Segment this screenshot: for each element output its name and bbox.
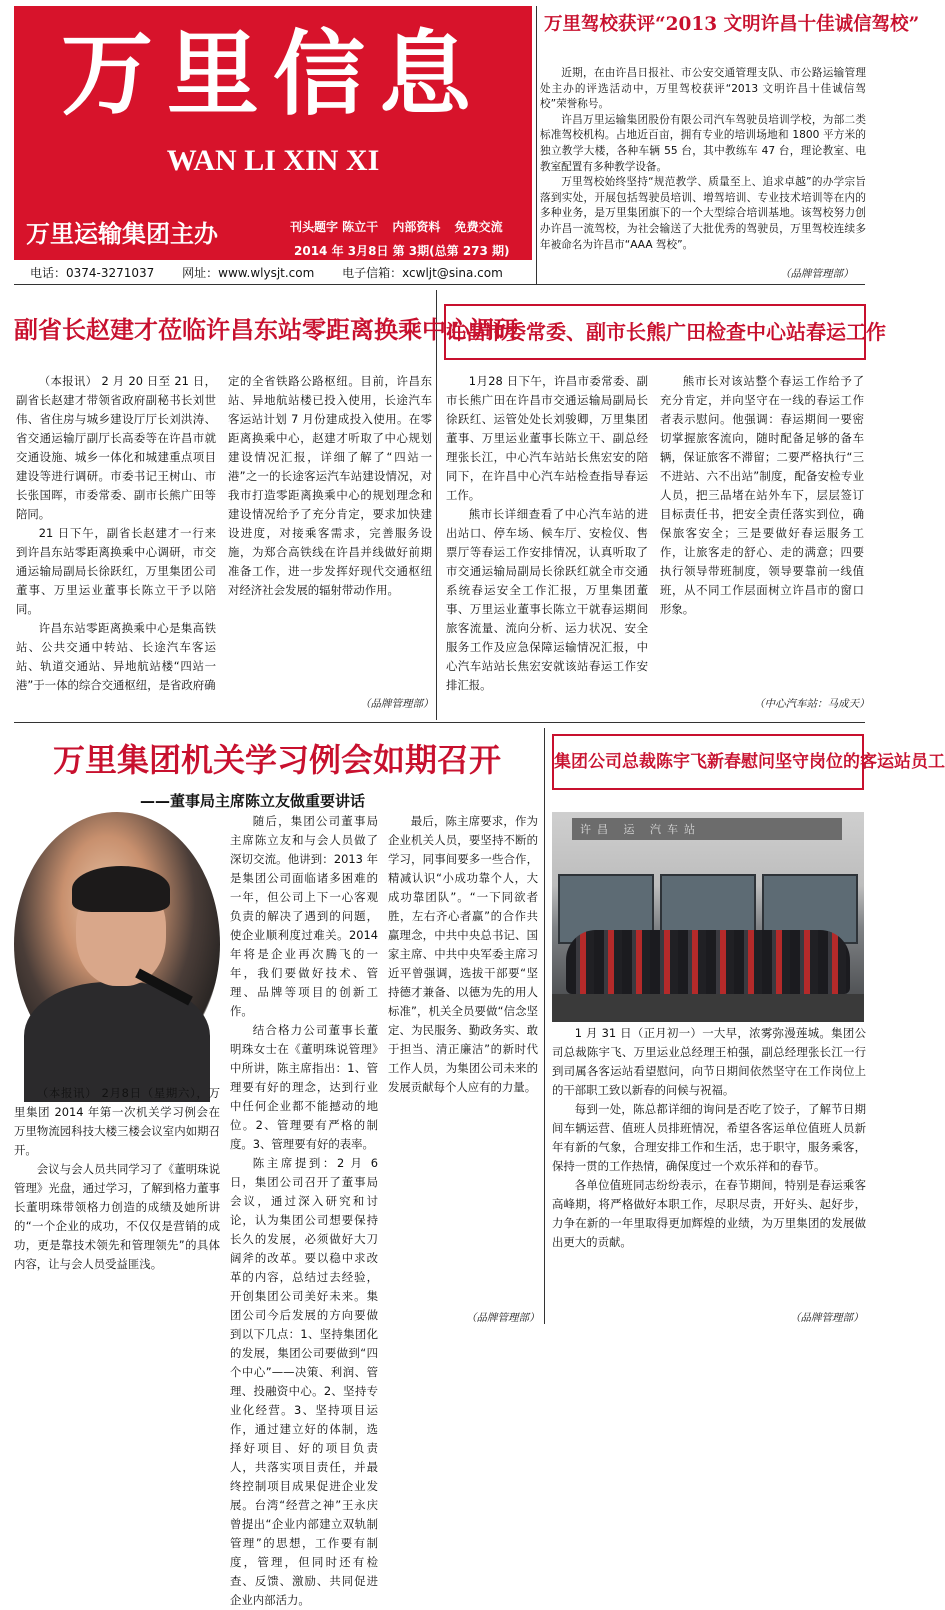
condolence-body bbox=[552, 1024, 866, 1308]
driving-school-body bbox=[540, 66, 866, 266]
paragraph: 结合格力公司董事长董明珠女士在《董明珠说管理》中所讲，陈主席指出：1、管理要有好的理念，达到行业中任何企业都不能撼动的地位。2、管理要有严格的制度。3、管理要有好的表率。 bbox=[230, 1023, 378, 1151]
email-link[interactable]: 电子信箱：xcwljt@sina.com bbox=[342, 266, 503, 280]
divider bbox=[536, 6, 537, 284]
paragraph: 最后，陈主席要求，作为企业机关人员，要坚持不断的学习，同事间要多一些合作，精减认识“小成功靠个人，大成功靠团队”。“一下同欲者胜，左右齐心者赢”的合作共赢理念，中共中央总书记、国家主席、中共中央军委主席习近平曾强调，选拔干部要“坚持德才兼备、以德为先的用人标准”，机关全员要做“信念坚定、为民服务、勤政务实、敢于担当、清正廉洁”的新时代工作人员，为集团公司未来的发展贡献每个人应有的力量。 bbox=[388, 814, 538, 1094]
byline: （品牌管理部） bbox=[466, 1312, 540, 1324]
divider bbox=[14, 284, 865, 285]
free-label: 免费交流 bbox=[454, 220, 503, 234]
paragraph: 会议与会人员共同学习了《董明珠说管理》光盘，通过学习，了解到格力董事长董明珠带领格力创造的成绩及她所讲的“一个企业的成功，不仅仅是营销的成功，更是靠技术领先和管理领先”的具体内容，让与会人员受益匪浅。 bbox=[14, 1162, 220, 1271]
paragraph: 陈主席提到：2 月 6 日，集团公司召开了董事局会议，通过深入研究和讨论，认为集团公司想要保持长久的发展，必须做好大刀阔斧的改革。要以稳中求改革的内容，总结过去经验，开创集团公司美好未来。集团公司今后发展的方向要做到以下几点：1、坚持集团化的发展，集团公司要做到“四个中心”——决策、利润、管理、投融资中心。2、坚持专业化经营。3、坚持项目运作，通过建立好的体制，选择好项目、好的项目负责人，共落实项目责任，并最终控制项目成果促进企业发展。台湾“经营之神”王永庆曾提出“企业内部建立双轨制管理”的思想，工作要有制度，管理，但同时还有检查、反馈、激励、共同促进企业内部活力。 bbox=[230, 1156, 378, 1607]
paragraph: 万里驾校始终坚持“规范教学、质量至上、追求卓越”的办学宗旨落到实处，开展包括驾驶员培训、增驾培训、专业技术培训等在内的多种业务，是万里集团旗下的一个大型综合培训基地。该驾校努力创办许昌一流驾校，为社会输送了大批优秀的驾驶员，万里驾校连续多年被命名为许昌市“AAA 驾校”。 bbox=[540, 176, 866, 251]
xiong-headline: 许昌市委常委、副市长熊广田检查中心站春运工作 bbox=[444, 304, 866, 360]
byline: （品牌管理部） bbox=[360, 698, 434, 710]
paragraph: 许昌万里运输集团股份有限公司汽车驾驶员培训学校，为部二类标准驾校机构。占地近百亩，拥有专业的培训场地和 1800 平方米的独立教学大楼，各种车辆 55 台，其中教练车 47 台，理论教室、电教室配置有多种教学设备。 bbox=[540, 113, 866, 173]
paragraph: 熊市长详细查看了中心汽车站的进出站口、停车场、候车厅、安检仪、售票厅等春运工作安排情况，认真听取了市交通运输局副局长徐跃红就全市交通系统春运安全工作汇报，万里集团董事、万里运业董事长陈立干就春运期间旅客流量、流向分析、运力状况、安全服务工作及应急保障运输情况汇报，中心汽车站站长焦宏安就该站春运工作安排汇报。 bbox=[446, 507, 648, 692]
paragraph: 定的全省铁路公路枢纽。目前，许昌东站、异地航站楼已投入使用，长途汽车客运站计划 7 月份建成投入使用。在零距离换乘中心，赵建才听取了中心规划建设情况汇报，详细了解了“四站一港”之一的长途客运汽车站建设情况，对我市打造零距离换乘中心的规划理念和建设情况给予了充分肯定，要求加快建设进度，对接乘客需求，完善服务设施，为郑合高铁线在许昌并线做好前期准备工作，进一步发挥好现代交通枢纽对经济社会发展的辐射带动作用。 bbox=[228, 374, 432, 597]
study-column-3 bbox=[388, 812, 538, 1308]
paragraph: 随后，集团公司董事局主席陈立友和与会人员做了深切交流。他讲到：2013 年是集团公司面临诸多困难的一年，但公司上下一心客观负责的解决了遇到的问题，使企业顺利度过难关。2014 年将是企业再次腾飞的一年，我们要做好技术、管理、品牌等项目的创新工作。 bbox=[230, 814, 378, 1018]
xiong-column-2 bbox=[660, 372, 864, 690]
condolence-headline: 集团公司总裁陈宇飞新春慰问坚守岗位的客运站员工 bbox=[552, 734, 864, 790]
divider bbox=[544, 728, 545, 1324]
website-link[interactable]: 网址：www.wlysjt.com bbox=[182, 266, 315, 280]
study-column-2 bbox=[230, 812, 378, 1607]
xiong-column-1 bbox=[446, 372, 648, 712]
vice-governor-headline: 副省长赵建才莅临许昌东站零距离换乘中心调研 bbox=[14, 315, 518, 344]
portrait-hair bbox=[72, 866, 170, 912]
contact-bar bbox=[30, 264, 530, 281]
paragraph: 熊市长对该站整个春运工作给予了充分肯定，并向坚守在一线的春运工作者表示慰问。他强调：春运期间一要密切掌握旅客流向，随时配备足够的备车辆，保证旅客不滞留；二要严格执行“三不进站、六不出站”制度，配备安检专业人员，把三品堵在站外车下，层层签订目标责任书，把安全责任落实到位，确保旅客安全；三是要做好春运服务工作，让旅客走的舒心、走的满意；四要执行领导带班制度，领导要靠前一线值班，从不同工作层面树立许昌市的窗口形象。 bbox=[660, 374, 864, 616]
divider bbox=[436, 290, 437, 720]
paragraph: 21 日下午，副省长赵建才一行来到许昌东站零距离换乘中心调研，市交通运输局副局长徐跃红，万里集团公司董事、万里运业董事长陈立干予以陪同。 bbox=[16, 526, 216, 616]
vice-governor-column-1 bbox=[16, 372, 216, 712]
study-meeting-subtitle: ——董事局主席陈立友做重要讲话 bbox=[140, 792, 366, 810]
station-sign: 许昌 运 汽车站 bbox=[572, 818, 842, 840]
host-organization: 万里运输集团主办 bbox=[26, 219, 218, 248]
chairman-portrait bbox=[14, 812, 220, 1076]
issue-info: 2014 年 3月8日 第 3期(总第 273 期) bbox=[294, 244, 510, 258]
byline: （品牌管理部） bbox=[780, 268, 854, 280]
masthead bbox=[14, 6, 532, 260]
paragraph: 每到一处，陈总都详细的询问是否吃了饺子，了解节日期间车辆运营、值班人员排班情况，希望各客运单位值班人员新年有新的气象，合理安排工作和生活，忠于职守，服务乘客，保持一贯的工作热情，确保度过一个欢乐祥和的春节。 bbox=[552, 1102, 866, 1173]
paragraph: （本报讯） 2月8日（星期六），万里集团 2014 年第一次机关学习例会在万里物流园科技大楼三楼会议室内如期召开。 bbox=[14, 1086, 220, 1157]
paragraph: 各单位值班同志纷纷表示，在春节期间，特别是春运乘客高峰期，将严格做好本职工作，尽职尽责，开好头、起好步，力争在新的一年里取得更加辉煌的业绩，为万里集团的发展做出更大的贡献。 bbox=[552, 1178, 866, 1249]
masthead-meta bbox=[290, 218, 513, 235]
newspaper-pinyin: WAN LI XIN XI bbox=[166, 144, 380, 177]
group-photo bbox=[552, 812, 864, 1022]
paragraph: （本报讯） 2 月 20 日至 21 日，副省长赵建才带领省政府副秘书长刘世伟、省住房与城乡建设厅厅长刘洪涛、省交通运输厅副厅长高委等在许昌市就交通设施、城乡一体化和城建重点项目建设等进行调研。市委书记王树山、市长张国晖，市委常委、副市长熊广田等陪同。 bbox=[16, 374, 216, 521]
paragraph: 1 月 31 日（正月初一）一大早，浓雾弥漫莲城。集团公司总裁陈宇飞、万里运业总经理王柏强，副总经理张长江一行到司属各客运站看望慰问，向节日期间依然坚守在工作岗位上的干部职工致以新春的问候与祝福。 bbox=[552, 1026, 866, 1097]
ground bbox=[552, 994, 864, 1022]
inscription: 刊头题字 陈立干 bbox=[290, 220, 379, 234]
byline: （中心汽车站：马成天） bbox=[754, 698, 870, 710]
vice-governor-column-2 bbox=[228, 372, 432, 692]
study-meeting-headline: 万里集团机关学习例会如期召开 bbox=[52, 741, 501, 779]
study-column-1 bbox=[14, 1084, 220, 1322]
paragraph: 许昌东站零距离换乘中心是集高铁站、公共交通中转站、长途汽车客运站、轨道交通站、异地航站楼“四站一港”于一体的综合交通枢纽，是省政府确 bbox=[16, 621, 216, 692]
internal-label: 内部资料 bbox=[392, 220, 441, 234]
divider bbox=[14, 722, 865, 723]
paragraph: 近期，在由许昌日报社、市公安交通管理支队、市公路运输管理处主办的评选活动中，万里驾校获评“2013 文明许昌十佳诚信驾校”荣誉称号。 bbox=[540, 67, 866, 111]
phone: 电话：0374-3271037 bbox=[30, 266, 155, 280]
newspaper-title: 万里信息 bbox=[60, 20, 485, 128]
staff-group bbox=[566, 930, 850, 994]
paragraph: 1月28 日下午，许昌市委常委、副市长熊广田在许昌市交通运输局副局长徐跃红、运管处处长刘骏卿，万里集团董事、万里运业董事长陈立干、副总经理张长江，中心汽车站站长焦宏安的陪同下，在许昌中心汽车站检查指导春运工作。 bbox=[446, 374, 648, 502]
driving-school-headline: 万里驾校获评“2013 文明许昌十佳诚信驾校” bbox=[544, 14, 920, 35]
byline: （品牌管理部） bbox=[790, 1312, 864, 1324]
